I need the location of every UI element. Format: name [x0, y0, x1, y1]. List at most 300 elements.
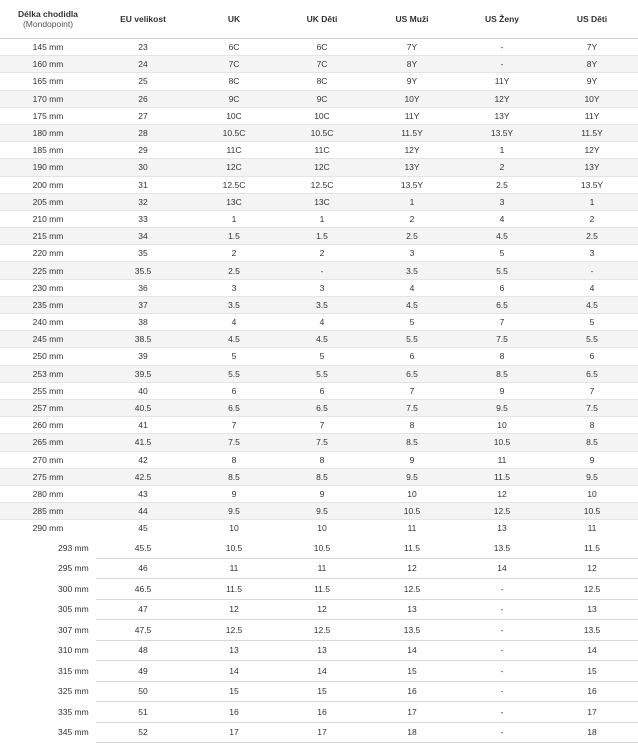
uk-cell: 3.5	[190, 296, 278, 313]
us-men-cell: 11	[366, 520, 458, 538]
uk-kids-cell: 12.5C	[278, 176, 366, 193]
eu-size-cell: 34	[96, 228, 190, 245]
foot-length-cell: 275 mm	[0, 468, 96, 485]
table-row	[0, 176, 638, 193]
uk-cell: 6C	[190, 39, 278, 56]
us-men-cell: 11.5	[366, 537, 458, 558]
uk-kids-cell: 13C	[278, 193, 366, 210]
eu-size-cell: 29	[96, 142, 190, 159]
us-kids-cell: 4.5	[546, 296, 638, 313]
header-us-men: US Muži	[366, 0, 458, 39]
foot-length-cell: 325 mm	[0, 681, 96, 702]
foot-length-cell: 315 mm	[0, 661, 96, 682]
table-row	[0, 56, 638, 73]
uk-cell: 2	[190, 245, 278, 262]
us-women-cell: 8.5	[458, 365, 546, 382]
foot-length-cell: 270 mm	[0, 451, 96, 468]
eu-size-cell: 26	[96, 90, 190, 107]
eu-size-cell: 41.5	[96, 434, 190, 451]
us-men-cell: 9	[366, 451, 458, 468]
header-uk-kids: UK Děti	[278, 0, 366, 39]
eu-size-cell: 48	[96, 640, 190, 661]
table-row	[0, 39, 638, 56]
uk-cell: 10	[190, 520, 278, 538]
us-kids-cell: 7Y	[546, 39, 638, 56]
us-kids-cell: 5.5	[546, 331, 638, 348]
eu-size-cell: 51	[96, 702, 190, 723]
uk-kids-cell: 1.5	[278, 228, 366, 245]
uk-cell: 13C	[190, 193, 278, 210]
us-kids-cell: 6	[546, 348, 638, 365]
us-women-cell: 9	[458, 382, 546, 399]
uk-kids-cell: 9.5	[278, 503, 366, 520]
uk-cell: 12C	[190, 159, 278, 176]
foot-length-cell: 265 mm	[0, 434, 96, 451]
eu-size-cell: 40.5	[96, 399, 190, 416]
us-women-cell: 11.5	[458, 468, 546, 485]
us-men-cell: 12Y	[366, 142, 458, 159]
uk-cell: 13	[190, 640, 278, 661]
foot-length-cell: 220 mm	[0, 245, 96, 262]
header-row	[0, 0, 638, 39]
table-row	[0, 417, 638, 434]
us-women-cell: 10.5	[458, 434, 546, 451]
us-women-cell: 13	[458, 520, 546, 538]
us-men-cell: 2	[366, 210, 458, 227]
us-men-cell: 7Y	[366, 39, 458, 56]
uk-kids-cell: 7	[278, 417, 366, 434]
eu-size-cell: 52	[96, 722, 190, 743]
us-kids-cell: 16	[546, 681, 638, 702]
table-row	[0, 640, 638, 661]
uk-cell: 12.5	[190, 620, 278, 641]
table-row	[0, 142, 638, 159]
eu-size-cell: 38.5	[96, 331, 190, 348]
foot-length-cell: 250 mm	[0, 348, 96, 365]
uk-kids-cell: 4	[278, 314, 366, 331]
foot-length-cell: 257 mm	[0, 399, 96, 416]
uk-cell: 9C	[190, 90, 278, 107]
table-row	[0, 599, 638, 620]
uk-kids-cell: 7.5	[278, 434, 366, 451]
foot-length-cell: 310 mm	[0, 640, 96, 661]
us-women-cell: -	[458, 579, 546, 600]
us-kids-cell: -	[546, 262, 638, 279]
us-women-cell: 9.5	[458, 399, 546, 416]
foot-length-cell: 285 mm	[0, 503, 96, 520]
us-kids-cell: 8Y	[546, 56, 638, 73]
us-men-cell: 8Y	[366, 56, 458, 73]
table-row	[0, 451, 638, 468]
uk-cell: 8C	[190, 73, 278, 90]
us-kids-cell: 9Y	[546, 73, 638, 90]
us-women-cell: 4	[458, 210, 546, 227]
us-kids-cell: 3	[546, 245, 638, 262]
foot-length-cell: 210 mm	[0, 210, 96, 227]
eu-size-cell: 35	[96, 245, 190, 262]
table-row	[0, 124, 638, 141]
foot-length-cell: 307 mm	[0, 620, 96, 641]
us-kids-cell: 9	[546, 451, 638, 468]
uk-kids-cell: 11C	[278, 142, 366, 159]
uk-kids-cell: 8.5	[278, 468, 366, 485]
table-row	[0, 90, 638, 107]
table-row	[0, 503, 638, 520]
table-row	[0, 262, 638, 279]
uk-cell: 3	[190, 279, 278, 296]
us-women-cell: 5.5	[458, 262, 546, 279]
foot-length-cell: 170 mm	[0, 90, 96, 107]
uk-kids-cell: 11.5	[278, 579, 366, 600]
us-men-cell: 2.5	[366, 228, 458, 245]
uk-kids-cell: 9C	[278, 90, 366, 107]
foot-length-cell: 255 mm	[0, 382, 96, 399]
table-header	[0, 0, 638, 39]
us-men-cell: 10Y	[366, 90, 458, 107]
uk-cell: 11.5	[190, 579, 278, 600]
table-row	[0, 520, 638, 538]
us-women-cell: 14	[458, 558, 546, 579]
us-women-cell: 12.5	[458, 503, 546, 520]
us-men-cell: 16	[366, 681, 458, 702]
us-men-cell: 11Y	[366, 107, 458, 124]
us-women-cell: 13.5Y	[458, 124, 546, 141]
eu-size-cell: 41	[96, 417, 190, 434]
uk-kids-cell: 10.5C	[278, 124, 366, 141]
foot-length-cell: 175 mm	[0, 107, 96, 124]
uk-kids-cell: 8C	[278, 73, 366, 90]
header-us-kids: US Děti	[546, 0, 638, 39]
foot-length-cell: 230 mm	[0, 279, 96, 296]
us-women-cell: 12Y	[458, 90, 546, 107]
us-kids-cell: 11Y	[546, 107, 638, 124]
us-women-cell: 8	[458, 348, 546, 365]
foot-length-cell: 185 mm	[0, 142, 96, 159]
us-men-cell: 8.5	[366, 434, 458, 451]
uk-kids-cell: 17	[278, 722, 366, 743]
table-row	[0, 159, 638, 176]
table-row	[0, 434, 638, 451]
us-men-cell: 9.5	[366, 468, 458, 485]
us-women-cell: -	[458, 39, 546, 56]
uk-cell: 2.5	[190, 262, 278, 279]
uk-kids-cell: 10	[278, 520, 366, 538]
foot-length-cell: 180 mm	[0, 124, 96, 141]
uk-kids-cell: 12	[278, 599, 366, 620]
eu-size-cell: 44	[96, 503, 190, 520]
us-kids-cell: 6.5	[546, 365, 638, 382]
eu-size-cell: 49	[96, 661, 190, 682]
us-men-cell: 9Y	[366, 73, 458, 90]
uk-cell: 10.5C	[190, 124, 278, 141]
uk-kids-cell: 13	[278, 640, 366, 661]
table-row	[0, 245, 638, 262]
us-kids-cell: 11	[546, 520, 638, 538]
table-row	[0, 558, 638, 579]
foot-length-cell: 345 mm	[0, 722, 96, 743]
us-men-cell: 10.5	[366, 503, 458, 520]
uk-cell: 7.5	[190, 434, 278, 451]
uk-cell: 16	[190, 702, 278, 723]
uk-kids-cell: 2	[278, 245, 366, 262]
table-row	[0, 681, 638, 702]
us-kids-cell: 13	[546, 599, 638, 620]
foot-length-cell: 300 mm	[0, 579, 96, 600]
header-us-women: US Ženy	[458, 0, 546, 39]
uk-kids-cell: 12C	[278, 159, 366, 176]
table-row	[0, 485, 638, 502]
eu-size-cell: 37	[96, 296, 190, 313]
uk-kids-cell: 10C	[278, 107, 366, 124]
uk-cell: 6	[190, 382, 278, 399]
us-kids-cell: 2.5	[546, 228, 638, 245]
header-eu-size: EU velikost	[96, 0, 190, 39]
us-kids-cell: 11.5	[546, 537, 638, 558]
us-kids-cell: 12.5	[546, 579, 638, 600]
eu-size-cell: 25	[96, 73, 190, 90]
us-kids-cell: 9.5	[546, 468, 638, 485]
us-men-cell: 18	[366, 722, 458, 743]
us-men-cell: 4.5	[366, 296, 458, 313]
us-men-cell: 12.5	[366, 579, 458, 600]
eu-size-cell: 27	[96, 107, 190, 124]
uk-cell: 4	[190, 314, 278, 331]
table-row	[0, 348, 638, 365]
us-women-cell: -	[458, 722, 546, 743]
us-women-cell: -	[458, 702, 546, 723]
foot-length-cell: 280 mm	[0, 485, 96, 502]
uk-cell: 5.5	[190, 365, 278, 382]
uk-kids-cell: 14	[278, 661, 366, 682]
uk-cell: 17	[190, 722, 278, 743]
foot-length-cell: 240 mm	[0, 314, 96, 331]
table-row	[0, 661, 638, 682]
eu-size-cell: 38	[96, 314, 190, 331]
us-women-cell: 1	[458, 142, 546, 159]
us-men-cell: 8	[366, 417, 458, 434]
table-row	[0, 193, 638, 210]
table-row	[0, 228, 638, 245]
us-men-cell: 11.5Y	[366, 124, 458, 141]
table-body	[0, 39, 638, 743]
us-women-cell: -	[458, 661, 546, 682]
foot-length-cell: 295 mm	[0, 558, 96, 579]
us-men-cell: 3.5	[366, 262, 458, 279]
eu-size-cell: 43	[96, 485, 190, 502]
table-row	[0, 365, 638, 382]
uk-cell: 11C	[190, 142, 278, 159]
us-women-cell: 7	[458, 314, 546, 331]
us-women-cell: 10	[458, 417, 546, 434]
us-kids-cell: 10Y	[546, 90, 638, 107]
header-foot-length-title: Délka chodidla	[18, 9, 78, 19]
table-row	[0, 296, 638, 313]
uk-kids-cell: 6C	[278, 39, 366, 56]
us-women-cell: 2	[458, 159, 546, 176]
us-women-cell: -	[458, 56, 546, 73]
us-kids-cell: 12Y	[546, 142, 638, 159]
us-kids-cell: 14	[546, 640, 638, 661]
uk-kids-cell: 6.5	[278, 399, 366, 416]
us-kids-cell: 12	[546, 558, 638, 579]
us-kids-cell: 7.5	[546, 399, 638, 416]
eu-size-cell: 39.5	[96, 365, 190, 382]
eu-size-cell: 42	[96, 451, 190, 468]
uk-cell: 10.5	[190, 537, 278, 558]
foot-length-cell: 145 mm	[0, 39, 96, 56]
uk-cell: 12.5C	[190, 176, 278, 193]
us-men-cell: 6	[366, 348, 458, 365]
uk-kids-cell: 7C	[278, 56, 366, 73]
us-men-cell: 13.5Y	[366, 176, 458, 193]
us-kids-cell: 2	[546, 210, 638, 227]
uk-cell: 8.5	[190, 468, 278, 485]
table-row	[0, 702, 638, 723]
table-row	[0, 382, 638, 399]
table-row	[0, 722, 638, 743]
uk-kids-cell: 11	[278, 558, 366, 579]
table-row	[0, 331, 638, 348]
us-women-cell: -	[458, 640, 546, 661]
us-women-cell: -	[458, 620, 546, 641]
eu-size-cell: 47	[96, 599, 190, 620]
header-foot-length-subtitle: (Mondopoint)	[22, 19, 74, 29]
us-kids-cell: 13.5	[546, 620, 638, 641]
us-men-cell: 13Y	[366, 159, 458, 176]
us-men-cell: 10	[366, 485, 458, 502]
eu-size-cell: 39	[96, 348, 190, 365]
eu-size-cell: 23	[96, 39, 190, 56]
foot-length-cell: 260 mm	[0, 417, 96, 434]
foot-length-cell: 253 mm	[0, 365, 96, 382]
us-men-cell: 14	[366, 640, 458, 661]
us-kids-cell: 10	[546, 485, 638, 502]
uk-cell: 15	[190, 681, 278, 702]
table-row	[0, 279, 638, 296]
uk-kids-cell: 5.5	[278, 365, 366, 382]
uk-cell: 1.5	[190, 228, 278, 245]
uk-kids-cell: 16	[278, 702, 366, 723]
us-women-cell: 5	[458, 245, 546, 262]
us-women-cell: 2.5	[458, 176, 546, 193]
table-row	[0, 73, 638, 90]
foot-length-cell: 205 mm	[0, 193, 96, 210]
us-kids-cell: 1	[546, 193, 638, 210]
uk-cell: 7C	[190, 56, 278, 73]
uk-kids-cell: 9	[278, 485, 366, 502]
eu-size-cell: 40	[96, 382, 190, 399]
table-row	[0, 620, 638, 641]
foot-length-cell: 245 mm	[0, 331, 96, 348]
foot-length-cell: 235 mm	[0, 296, 96, 313]
eu-size-cell: 36	[96, 279, 190, 296]
uk-kids-cell: 4.5	[278, 331, 366, 348]
table-row	[0, 579, 638, 600]
uk-cell: 9.5	[190, 503, 278, 520]
foot-length-cell: 215 mm	[0, 228, 96, 245]
us-women-cell: 12	[458, 485, 546, 502]
us-women-cell: 13Y	[458, 107, 546, 124]
us-kids-cell: 11.5Y	[546, 124, 638, 141]
us-women-cell: -	[458, 681, 546, 702]
foot-length-cell: 160 mm	[0, 56, 96, 73]
uk-kids-cell: 12.5	[278, 620, 366, 641]
eu-size-cell: 35.5	[96, 262, 190, 279]
us-men-cell: 17	[366, 702, 458, 723]
uk-kids-cell: 5	[278, 348, 366, 365]
uk-kids-cell: -	[278, 262, 366, 279]
us-men-cell: 1	[366, 193, 458, 210]
us-men-cell: 7	[366, 382, 458, 399]
uk-cell: 9	[190, 485, 278, 502]
us-kids-cell: 8.5	[546, 434, 638, 451]
eu-size-cell: 24	[96, 56, 190, 73]
uk-kids-cell: 1	[278, 210, 366, 227]
us-kids-cell: 13.5Y	[546, 176, 638, 193]
us-kids-cell: 10.5	[546, 503, 638, 520]
us-women-cell: 6	[458, 279, 546, 296]
us-women-cell: 11	[458, 451, 546, 468]
us-men-cell: 12	[366, 558, 458, 579]
foot-length-cell: 225 mm	[0, 262, 96, 279]
foot-length-cell: 293 mm	[0, 537, 96, 558]
us-men-cell: 15	[366, 661, 458, 682]
us-men-cell: 13.5	[366, 620, 458, 641]
eu-size-cell: 30	[96, 159, 190, 176]
us-kids-cell: 18	[546, 722, 638, 743]
table-row	[0, 314, 638, 331]
foot-length-cell: 290 mm	[0, 520, 96, 538]
table-row	[0, 210, 638, 227]
us-women-cell: 6.5	[458, 296, 546, 313]
eu-size-cell: 32	[96, 193, 190, 210]
eu-size-cell: 46.5	[96, 579, 190, 600]
uk-cell: 11	[190, 558, 278, 579]
eu-size-cell: 47.5	[96, 620, 190, 641]
foot-length-cell: 305 mm	[0, 599, 96, 620]
uk-cell: 14	[190, 661, 278, 682]
us-women-cell: 13.5	[458, 537, 546, 558]
uk-kids-cell: 3	[278, 279, 366, 296]
uk-cell: 7	[190, 417, 278, 434]
us-kids-cell: 7	[546, 382, 638, 399]
us-kids-cell: 4	[546, 279, 638, 296]
table-row	[0, 468, 638, 485]
uk-cell: 5	[190, 348, 278, 365]
uk-kids-cell: 3.5	[278, 296, 366, 313]
foot-length-cell: 190 mm	[0, 159, 96, 176]
us-kids-cell: 5	[546, 314, 638, 331]
table-row	[0, 107, 638, 124]
uk-cell: 12	[190, 599, 278, 620]
uk-kids-cell: 8	[278, 451, 366, 468]
table-row	[0, 537, 638, 558]
uk-cell: 6.5	[190, 399, 278, 416]
eu-size-cell: 28	[96, 124, 190, 141]
eu-size-cell: 46	[96, 558, 190, 579]
uk-kids-cell: 6	[278, 382, 366, 399]
uk-cell: 10C	[190, 107, 278, 124]
us-men-cell: 3	[366, 245, 458, 262]
uk-cell: 8	[190, 451, 278, 468]
us-women-cell: 4.5	[458, 228, 546, 245]
us-kids-cell: 17	[546, 702, 638, 723]
table-row	[0, 399, 638, 416]
us-women-cell: -	[458, 599, 546, 620]
header-foot-length	[0, 0, 96, 39]
uk-kids-cell: 15	[278, 681, 366, 702]
header-uk: UK	[190, 0, 278, 39]
